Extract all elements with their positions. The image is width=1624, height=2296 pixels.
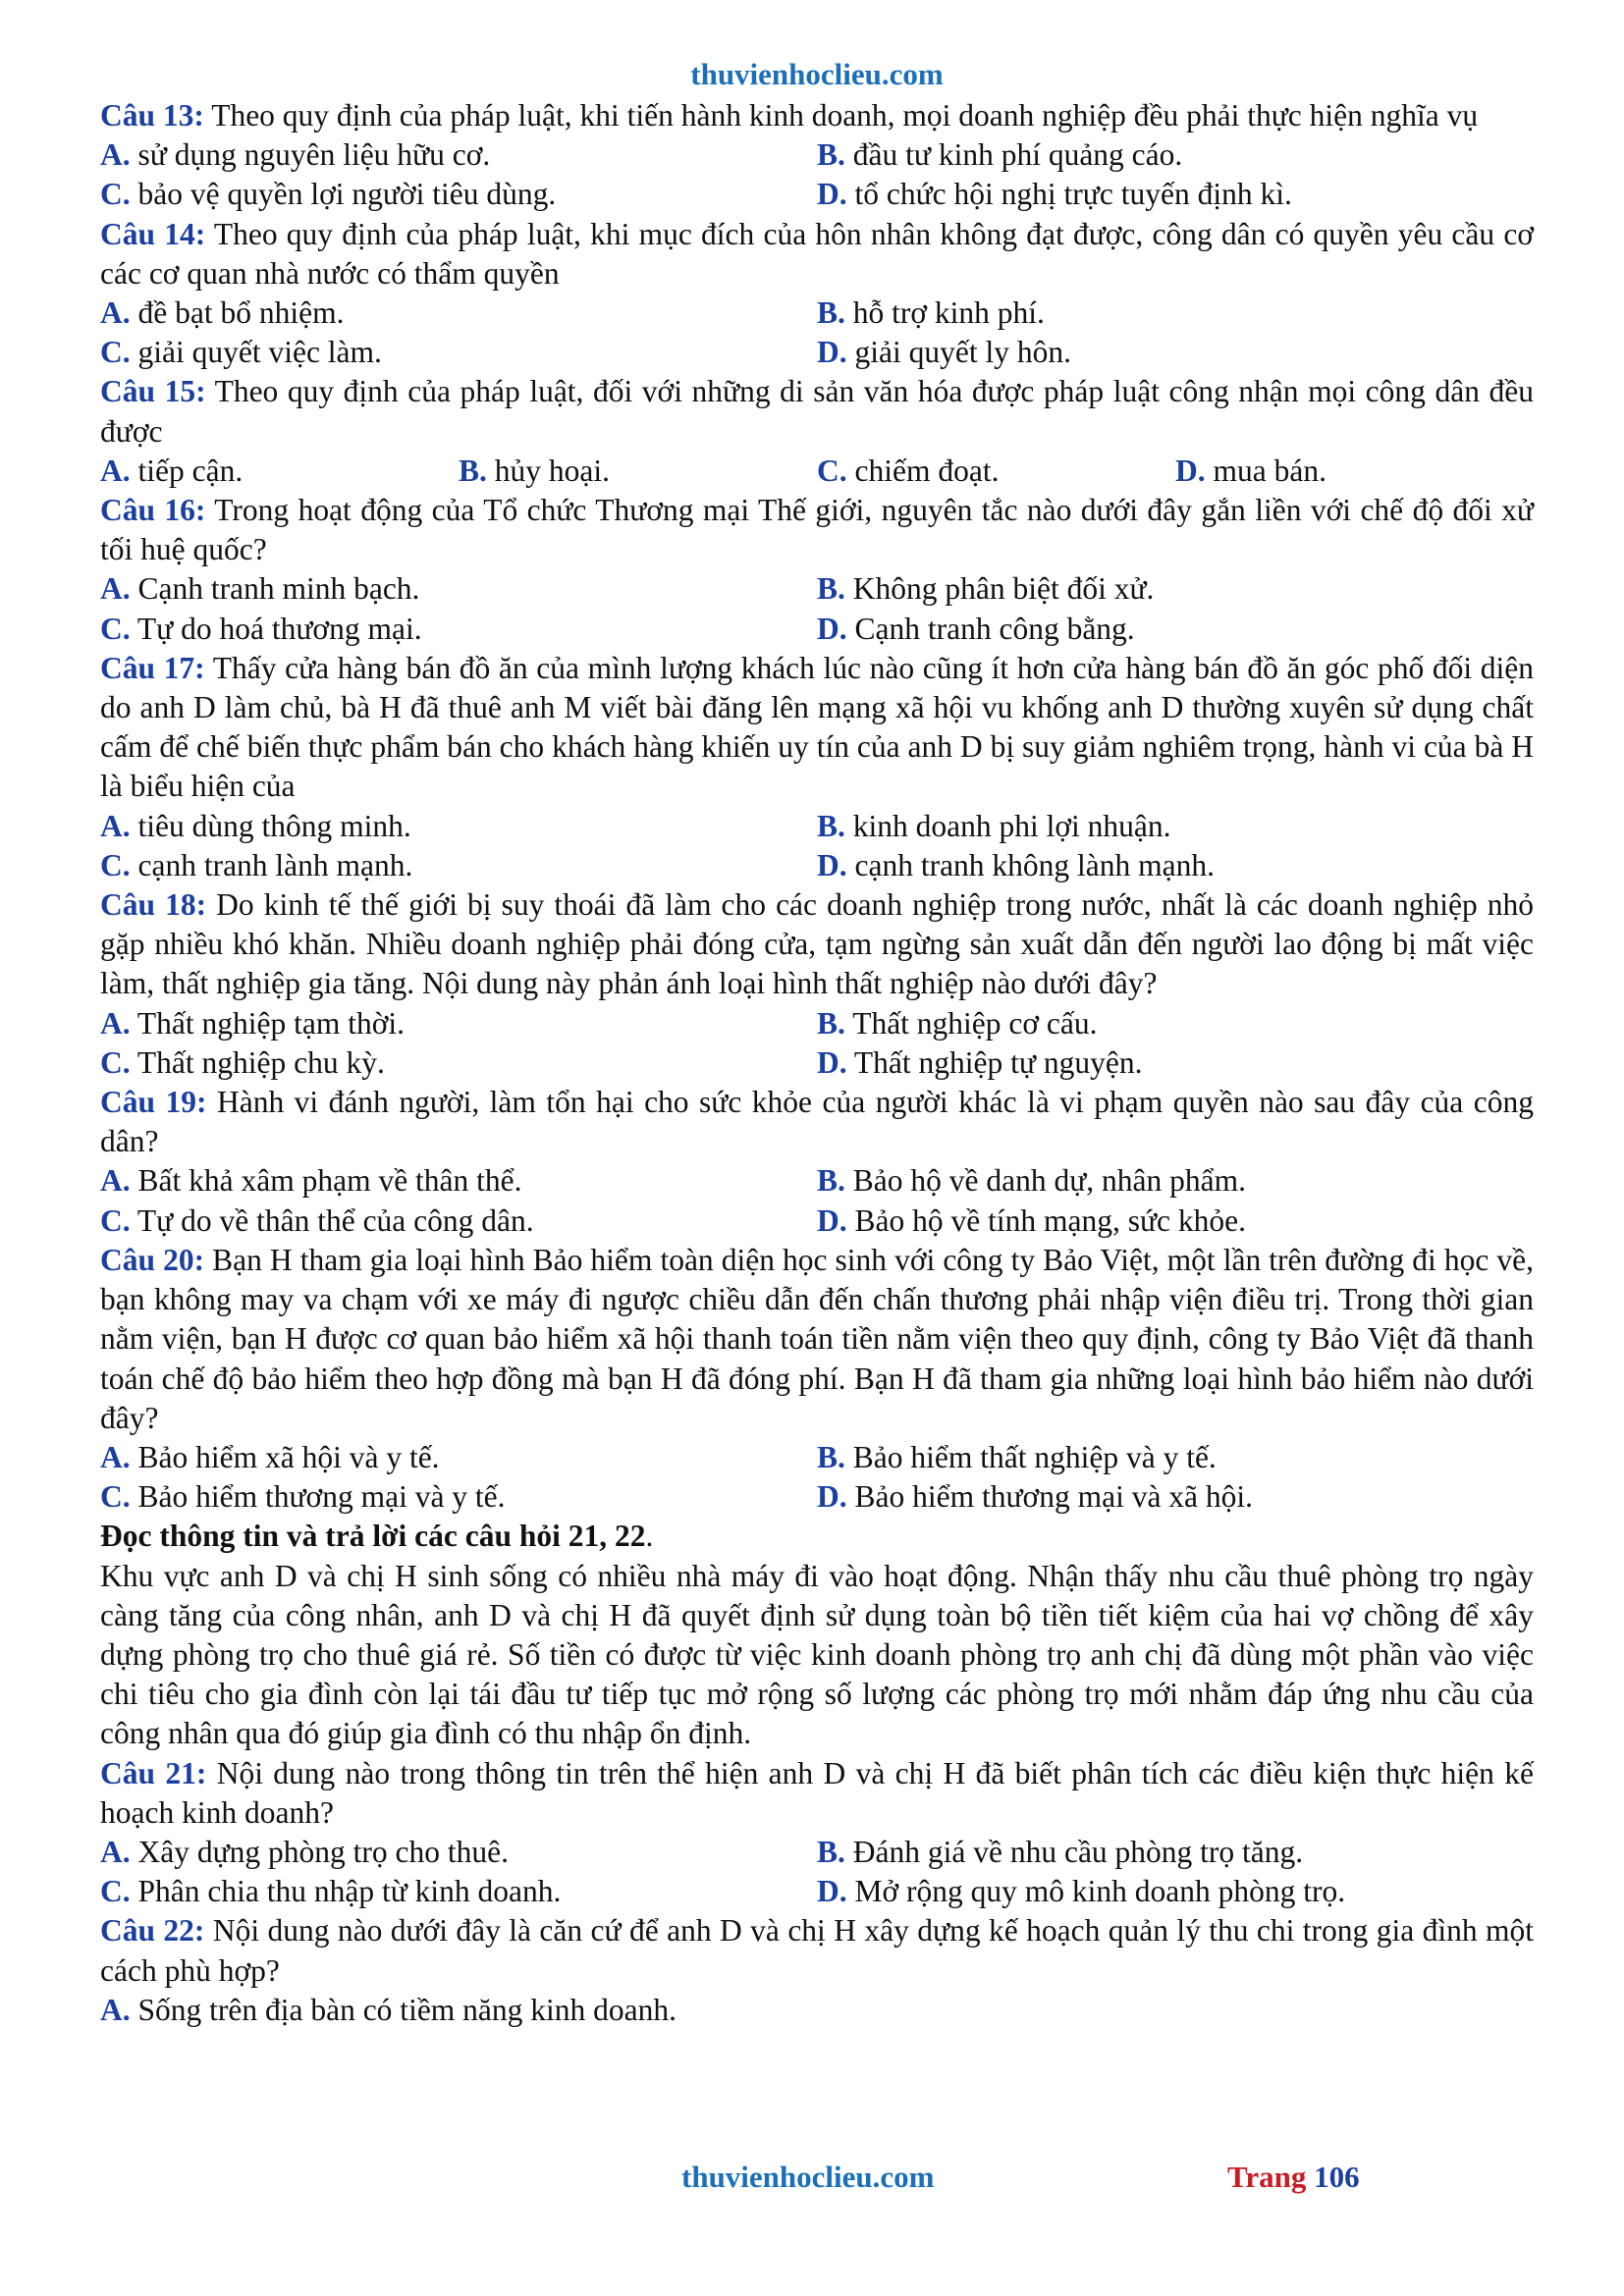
- page-number-label: Trang: [1227, 2160, 1315, 2194]
- page-footer: [0, 2156, 1624, 2199]
- question-14: [100, 215, 1534, 373]
- option-d: [817, 1043, 1534, 1083]
- option-d: [1175, 452, 1534, 491]
- option-c: [100, 1477, 817, 1517]
- page-number: [1227, 2156, 1360, 2199]
- option-text: Sống trên địa bàn có tiềm năng kinh doanh.: [130, 1992, 677, 2027]
- option-label: C.: [100, 335, 131, 370]
- option-d: [817, 1872, 1534, 1911]
- option-label: A.: [100, 137, 131, 173]
- option-text: Phân chia thu nhập từ kinh doanh.: [130, 1874, 562, 1909]
- option-a: [100, 569, 817, 609]
- option-text: Cạnh tranh minh bạch.: [130, 571, 420, 607]
- option-d: [817, 846, 1534, 885]
- document-body: [100, 96, 1534, 2030]
- option-label: C.: [100, 1202, 131, 1238]
- question-stem: [100, 1754, 1534, 1833]
- option-text: bảo vệ quyền lợi người tiêu dùng.: [130, 177, 557, 212]
- footer-site-name: thuvienhoclieu.com: [681, 2160, 935, 2194]
- option-text: kinh doanh phi lợi nhuận.: [844, 808, 1171, 843]
- option-d: [817, 333, 1534, 372]
- option-text: Bảo hiểm xã hội và y tế.: [130, 1439, 440, 1474]
- option-label: B.: [817, 1163, 845, 1199]
- question-label: Câu 22:: [100, 1913, 205, 1949]
- question-stem: [100, 96, 1534, 135]
- question-label: Câu 21:: [100, 1755, 207, 1790]
- answer-options: [100, 1833, 1534, 1911]
- question-17: [100, 649, 1534, 885]
- option-label: D.: [817, 1874, 847, 1909]
- option-b: [817, 294, 1534, 333]
- question-20: [100, 1241, 1534, 1517]
- option-b: [817, 807, 1534, 846]
- option-c: [100, 846, 817, 885]
- option-b: [817, 135, 1534, 175]
- option-a: [100, 1004, 817, 1043]
- question-label: Câu 20:: [100, 1242, 205, 1277]
- option-a: [100, 1833, 817, 1872]
- page: [100, 55, 1534, 2030]
- question-text: Nội dung nào trong thông tin trên thể hiện anh D và chị H đã biết phân tích các điều kiện thực hiện kế hoạch kinh doanh?: [100, 1755, 1534, 1830]
- answer-options: [100, 1991, 1534, 2030]
- option-label: A.: [100, 808, 131, 843]
- option-text: Tự do về thân thể của công dân.: [130, 1202, 534, 1238]
- answer-options: [100, 1438, 1534, 1517]
- header-site-name: thuvienhoclieu.com: [690, 57, 944, 91]
- option-text: Không phân biệt đối xử.: [844, 571, 1155, 607]
- option-text: tiêu dùng thông minh.: [130, 808, 411, 843]
- option-text: chiếm đoạt.: [846, 453, 1000, 488]
- question-15: [100, 372, 1534, 491]
- option-c: [100, 175, 817, 214]
- option-a: [100, 1991, 1534, 2030]
- option-c: [817, 452, 1175, 491]
- option-label: B.: [817, 137, 845, 173]
- question-stem: [100, 491, 1534, 569]
- question-22: [100, 1911, 1534, 2030]
- section-title: Đọc thông tin và trả lời các câu hỏi 21, 22: [100, 1519, 646, 1554]
- option-text: tiếp cận.: [130, 453, 244, 488]
- question-stem: [100, 1083, 1534, 1161]
- option-label: C.: [817, 453, 847, 488]
- option-text: Cạnh tranh công bằng.: [846, 611, 1135, 646]
- option-label: B.: [817, 295, 845, 331]
- question-label: Câu 14:: [100, 216, 206, 251]
- question-text: Do kinh tế thế giới bị suy thoái đã làm cho các doanh nghiệp trong nước, nhất là các doanh nghiệp nhỏ gặp nhiều khó khăn. Nhiều doanh nghiệp phải đóng cửa, tạm ngừng sản xuất dẫn đến người lao động bị mất việc làm, thất nghiệp gia tăng. Nội dung này phản ánh loại hình thất nghiệp nào dưới đây?: [100, 887, 1534, 1001]
- option-text: mua bán.: [1205, 453, 1326, 488]
- page-number-value: 106: [1314, 2160, 1360, 2194]
- option-label: D.: [817, 1479, 847, 1515]
- answer-options: [100, 1161, 1534, 1240]
- option-text: đề bạt bổ nhiệm.: [130, 295, 345, 331]
- option-a: [100, 1438, 817, 1477]
- question-label: Câu 13:: [100, 98, 204, 133]
- option-label: A.: [100, 1163, 131, 1199]
- question-18: [100, 885, 1534, 1083]
- question-text: Trong hoạt động của Tổ chức Thương mại Thế giới, nguyên tắc nào dưới đây gắn liền với chế độ đối xử tối huệ quốc?: [100, 493, 1534, 567]
- option-text: Bảo hiểm thương mại và xã hội.: [846, 1479, 1254, 1515]
- option-label: A.: [100, 571, 131, 607]
- option-b: [817, 1438, 1534, 1477]
- option-text: Thất nghiệp chu kỳ.: [130, 1044, 385, 1080]
- option-text: hủy hoại.: [486, 453, 610, 488]
- section-heading: [100, 1517, 1534, 1556]
- option-b: [459, 452, 817, 491]
- option-text: Thất nghiệp tự nguyện.: [846, 1044, 1143, 1080]
- question-text: Theo quy định của pháp luật, đối với những di sản văn hóa được pháp luật công nhận mọi công dân đều được: [100, 374, 1534, 449]
- answer-options: [100, 294, 1534, 372]
- question-text: Theo quy định của pháp luật, khi tiến hành kinh doanh, mọi doanh nghiệp đều phải thực hiện nghĩa vụ: [203, 98, 1479, 133]
- option-a: [100, 135, 817, 175]
- option-label: C.: [100, 1874, 131, 1909]
- option-text: Tự do hoá thương mại.: [130, 611, 422, 646]
- option-text: Thất nghiệp cơ cấu.: [844, 1005, 1098, 1041]
- option-c: [100, 1043, 817, 1083]
- option-text: Bảo hiểm thương mại và y tế.: [130, 1479, 506, 1515]
- option-text: Bảo hộ về tính mạng, sức khỏe.: [846, 1202, 1247, 1238]
- option-label: B.: [459, 453, 487, 488]
- option-label: B.: [817, 1834, 845, 1869]
- option-label: D.: [817, 611, 847, 646]
- option-d: [817, 175, 1534, 214]
- option-label: A.: [100, 1992, 131, 2027]
- question-stem: [100, 372, 1534, 451]
- question-text: Theo quy định của pháp luật, khi mục đích của hôn nhân không đạt được, công dân có quyền yêu cầu cơ các cơ quan nhà nước có thẩm quyền: [100, 216, 1534, 291]
- option-b: [817, 1833, 1534, 1872]
- option-label: D.: [817, 177, 847, 212]
- option-c: [100, 610, 817, 649]
- question-19: [100, 1083, 1534, 1241]
- question-13: [100, 96, 1534, 215]
- option-label: C.: [100, 177, 131, 212]
- option-label: D.: [817, 1202, 847, 1238]
- option-c: [100, 1872, 817, 1911]
- section-title-period: .: [645, 1519, 654, 1554]
- option-text: Thất nghiệp tạm thời.: [130, 1005, 406, 1041]
- option-a: [100, 294, 817, 333]
- option-text: giải quyết việc làm.: [130, 335, 382, 370]
- option-label: D.: [817, 1044, 847, 1080]
- question-text: Hành vi đánh người, làm tổn hại cho sức khỏe của người khác là vi phạm quyền nào sau đây của công dân?: [100, 1085, 1534, 1159]
- question-text: Thấy cửa hàng bán đồ ăn của mình lượng khách lúc nào cũng ít hơn cửa hàng bán đồ ăn góc phố đối diện do anh D làm chủ, bà H đã thuê anh M viết bài đăng lên mạng xã hội vu khống anh D thường xuyên sử dụng chất cấm để chế biến thực phẩm bán cho khách hàng khiến uy tín của anh D bị suy giảm nghiêm trọng, hành vi của bà H là biểu hiện của: [100, 650, 1534, 804]
- question-label: Câu 19:: [100, 1085, 207, 1120]
- option-text: Bất khả xâm phạm về thân thể.: [130, 1163, 522, 1199]
- option-label: B.: [817, 1439, 845, 1474]
- option-text: cạnh tranh lành mạnh.: [130, 847, 413, 882]
- question-text: Bạn H tham gia loại hình Bảo hiểm toàn diện học sinh với công ty Bảo Việt, một lần trên đường đi học về, bạn không may va chạm với xe máy đi ngược chiều dẫn đến chấn thương phải nhập viện điều trị. Trong thời gian nằm viện, bạn H được cơ quan bảo hiểm xã hội thanh toán tiền nằm viện theo quy định, công ty Bảo Việt đã thanh toán chế độ bảo hiểm theo hợp đồng mà bạn H đã đóng phí. Bạn H đã tham gia những loại hình bảo hiểm nào dưới đây?: [100, 1242, 1534, 1435]
- option-text: giải quyết ly hôn.: [846, 335, 1071, 370]
- option-c: [100, 333, 817, 372]
- answer-options: [100, 807, 1534, 885]
- option-label: B.: [817, 808, 845, 843]
- option-label: B.: [817, 571, 845, 607]
- option-d: [817, 610, 1534, 649]
- option-d: [817, 1477, 1534, 1517]
- question-stem: [100, 1911, 1534, 1990]
- option-label: A.: [100, 1005, 131, 1041]
- option-label: C.: [100, 1479, 131, 1515]
- option-label: C.: [100, 1044, 131, 1080]
- option-text: cạnh tranh không lành mạnh.: [846, 847, 1216, 882]
- option-label: C.: [100, 847, 131, 882]
- question-label: Câu 16:: [100, 493, 206, 528]
- option-text: Bảo hiểm thất nghiệp và y tế.: [844, 1439, 1217, 1474]
- option-a: [100, 1161, 817, 1201]
- answer-options: [100, 569, 1534, 648]
- question-label: Câu 17:: [100, 650, 205, 685]
- reading-passage: Khu vực anh D và chị H sinh sống có nhiều nhà máy đi vào hoạt động. Nhận thấy nhu cầu thuê phòng trọ ngày càng tăng của công nhân, anh D và chị H đã quyết định sử dụng toàn bộ tiền tiết kiệm của hai vợ chồng để xây dựng phòng trọ cho thuê giá rẻ. Số tiền có được từ việc kinh doanh phòng trọ anh chị đã dùng một phần vào việc chi tiêu cho gia đình còn lại tái đầu tư tiếp tục mở rộng số lượng các phòng trọ mới nhằm đáp ứng nhu cầu của công nhân qua đó giúp gia đình có thu nhập ổn định.: [100, 1558, 1534, 1751]
- question-label: Câu 15:: [100, 374, 206, 409]
- option-text: Mở rộng quy mô kinh doanh phòng trọ.: [846, 1874, 1346, 1909]
- option-b: [817, 1161, 1534, 1201]
- question-text: Nội dung nào dưới đây là căn cứ để anh D và chị H xây dựng kế hoạch quản lý thu chi trong gia đình một cách phù hợp?: [100, 1913, 1535, 1988]
- question-21: [100, 1754, 1534, 1912]
- option-text: tổ chức hội nghị trực tuyến định kì.: [846, 177, 1292, 212]
- option-b: [817, 1004, 1534, 1043]
- option-label: A.: [100, 295, 131, 331]
- option-a: [100, 452, 459, 491]
- option-c: [100, 1201, 817, 1241]
- option-a: [100, 807, 817, 846]
- question-label: Câu 18:: [100, 887, 207, 923]
- answer-options: [100, 452, 1534, 491]
- option-text: sử dụng nguyên liệu hữu cơ.: [130, 137, 491, 173]
- option-text: Đánh giá về nhu cầu phòng trọ tăng.: [844, 1834, 1304, 1869]
- question-stem: [100, 215, 1534, 294]
- question-stem: [100, 1241, 1534, 1438]
- option-d: [817, 1201, 1534, 1241]
- option-label: B.: [817, 1005, 845, 1041]
- option-text: hỗ trợ kinh phí.: [844, 295, 1045, 331]
- option-text: Xây dựng phòng trọ cho thuê.: [130, 1834, 510, 1869]
- answer-options: [100, 1004, 1534, 1083]
- option-label: D.: [817, 335, 847, 370]
- option-label: C.: [100, 611, 131, 646]
- option-label: A.: [100, 1439, 131, 1474]
- option-text: đầu tư kinh phí quảng cáo.: [844, 137, 1183, 173]
- option-label: A.: [100, 453, 131, 488]
- question-16: [100, 491, 1534, 649]
- option-b: [817, 569, 1534, 609]
- option-text: Bảo hộ về danh dự, nhân phẩm.: [844, 1163, 1247, 1199]
- option-label: D.: [1175, 453, 1206, 488]
- option-label: A.: [100, 1834, 131, 1869]
- question-stem: [100, 885, 1534, 1004]
- question-stem: [100, 649, 1534, 807]
- answer-options: [100, 135, 1534, 214]
- option-label: D.: [817, 847, 847, 882]
